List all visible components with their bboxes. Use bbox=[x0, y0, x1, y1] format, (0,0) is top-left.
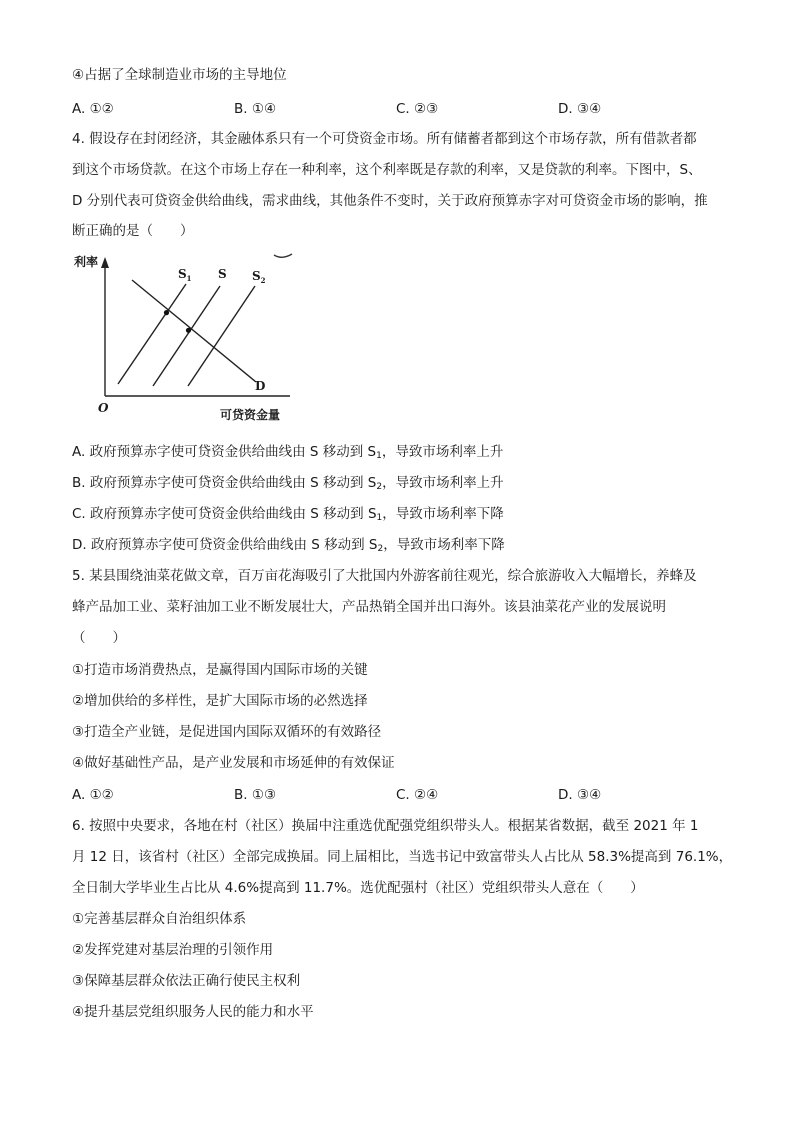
q4-stem-line-4: 断正确的是（ ） bbox=[72, 223, 194, 239]
curve-label-s1: $S_1$ bbox=[178, 267, 192, 283]
q6-statement-1: ①完善基层群众自治组织体系 bbox=[72, 911, 247, 927]
y-axis-arrow bbox=[101, 257, 109, 268]
q3-option-c[interactable]: C. ②③ bbox=[396, 101, 439, 117]
supply-curve-s2 bbox=[188, 286, 255, 386]
q6-stem-line-1: 6. 按照中央要求，各地在村（社区）换届中注重选优配强党组织带头人。根据某省数据，截至 2021 年 1 bbox=[72, 818, 699, 834]
q6-statement-4: ④提升基层党组织服务人民的能力和水平 bbox=[72, 1004, 314, 1020]
q4-option-b[interactable]: B. 政府预算赤字使可贷资金供给曲线由 S 移动到 $S_2$，导致市场利率上升 bbox=[72, 475, 504, 492]
loanable-funds-graph bbox=[60, 248, 300, 428]
curve-label-s2: $S_2$ bbox=[252, 269, 266, 285]
q5-stem-line-1: 5. 某县围绕油菜花做文章，百万亩花海吸引了大批国内外游客前往观光，综合旅游收入大幅增长，养蜂及 bbox=[72, 568, 697, 584]
q3-option-b[interactable]: B. ①④ bbox=[234, 101, 277, 117]
q6-stem-line-2: 月 12 日，该省村（社区）全部完成换届。同上届相比，当选书记中致富带头人占比从 58.3%提高到 76.1%， bbox=[72, 849, 733, 865]
q6-stem-line-3: 全日制大学毕业生占比从 4.6%提高到 11.7%。选优配强村（社区）党组织带头人意在（ ） bbox=[72, 880, 644, 896]
q4-stem-line-3: D 分别代表可贷资金供给曲线，需求曲线，其他条件不变时，关于政府预算赤字对可贷资金市场的影响，推 bbox=[72, 193, 708, 209]
q3-option-a[interactable]: A. ①② bbox=[72, 101, 114, 117]
q4-option-a[interactable]: A. 政府预算赤字使可贷资金供给曲线由 S 移动到 $S_1$，导致市场利率上升 bbox=[72, 444, 504, 461]
q6-statement-3: ③保障基层群众依法正确行使民主权利 bbox=[72, 973, 301, 989]
q4-option-c[interactable]: C. 政府预算赤字使可贷资金供给曲线由 S 移动到 $S_1$，导致市场利率下降 bbox=[72, 506, 504, 523]
q5-stem-line-2: 蜂产品加工业、菜籽油加工业不断发展壮大，产品热销全国并出口海外。该县油菜花产业的发展说明 bbox=[72, 599, 666, 615]
supply-curve-s bbox=[153, 286, 220, 386]
q4-option-d[interactable]: D. 政府预算赤字使可贷资金供给曲线由 S 移动到 $S_2$，导致市场利率下降 bbox=[72, 537, 505, 554]
q3-statement-4: ④占据了全球制造业市场的主导地位 bbox=[72, 67, 287, 83]
curve-label-d: D bbox=[255, 379, 266, 393]
q5-statement-3: ③打造全产业链，是促进国内国际双循环的有效路径 bbox=[72, 724, 382, 740]
equilibrium-point-s bbox=[186, 328, 191, 333]
q6-statement-2: ②发挥党建对基层治理的引领作用 bbox=[72, 942, 274, 958]
q5-option-d[interactable]: D. ③④ bbox=[558, 787, 602, 803]
q5-statement-4: ④做好基础性产品，是产业发展和市场延伸的有效保证 bbox=[72, 755, 395, 771]
scan-mark bbox=[274, 254, 292, 257]
y-axis-label: 利率 bbox=[74, 255, 99, 269]
x-axis-label: 可贷资金量 bbox=[220, 408, 281, 422]
curve-label-s: S bbox=[218, 267, 227, 281]
q5-stem-line-3: （ ） bbox=[72, 630, 126, 646]
q5-statement-1: ①打造市场消费热点，是赢得国内国际市场的关键 bbox=[72, 662, 368, 678]
origin-label: O bbox=[98, 401, 109, 415]
supply-curve-s1 bbox=[118, 284, 186, 384]
q5-options bbox=[72, 786, 732, 804]
q5-option-b[interactable]: B. ①③ bbox=[234, 787, 277, 803]
equilibrium-point-s1 bbox=[164, 310, 169, 315]
q4-stem-line-2: 到这个市场贷款。在这个市场上存在一种利率，这个利率既是存款的利率，又是贷款的利率。下图中，S、 bbox=[72, 162, 702, 178]
q5-option-a[interactable]: A. ①② bbox=[72, 787, 114, 803]
q3-options bbox=[72, 100, 732, 118]
q3-option-d[interactable]: D. ③④ bbox=[558, 101, 602, 117]
demand-curve-d bbox=[132, 280, 256, 382]
q5-option-c[interactable]: C. ②④ bbox=[396, 787, 439, 803]
q4-stem-line-1: 4. 假设存在封闭经济，其金融体系只有一个可贷资金市场。所有储蓄者都到这个市场存款，所有借款者都 bbox=[72, 131, 697, 147]
q5-statement-2: ②增加供给的多样性，是扩大国际市场的必然选择 bbox=[72, 693, 368, 709]
